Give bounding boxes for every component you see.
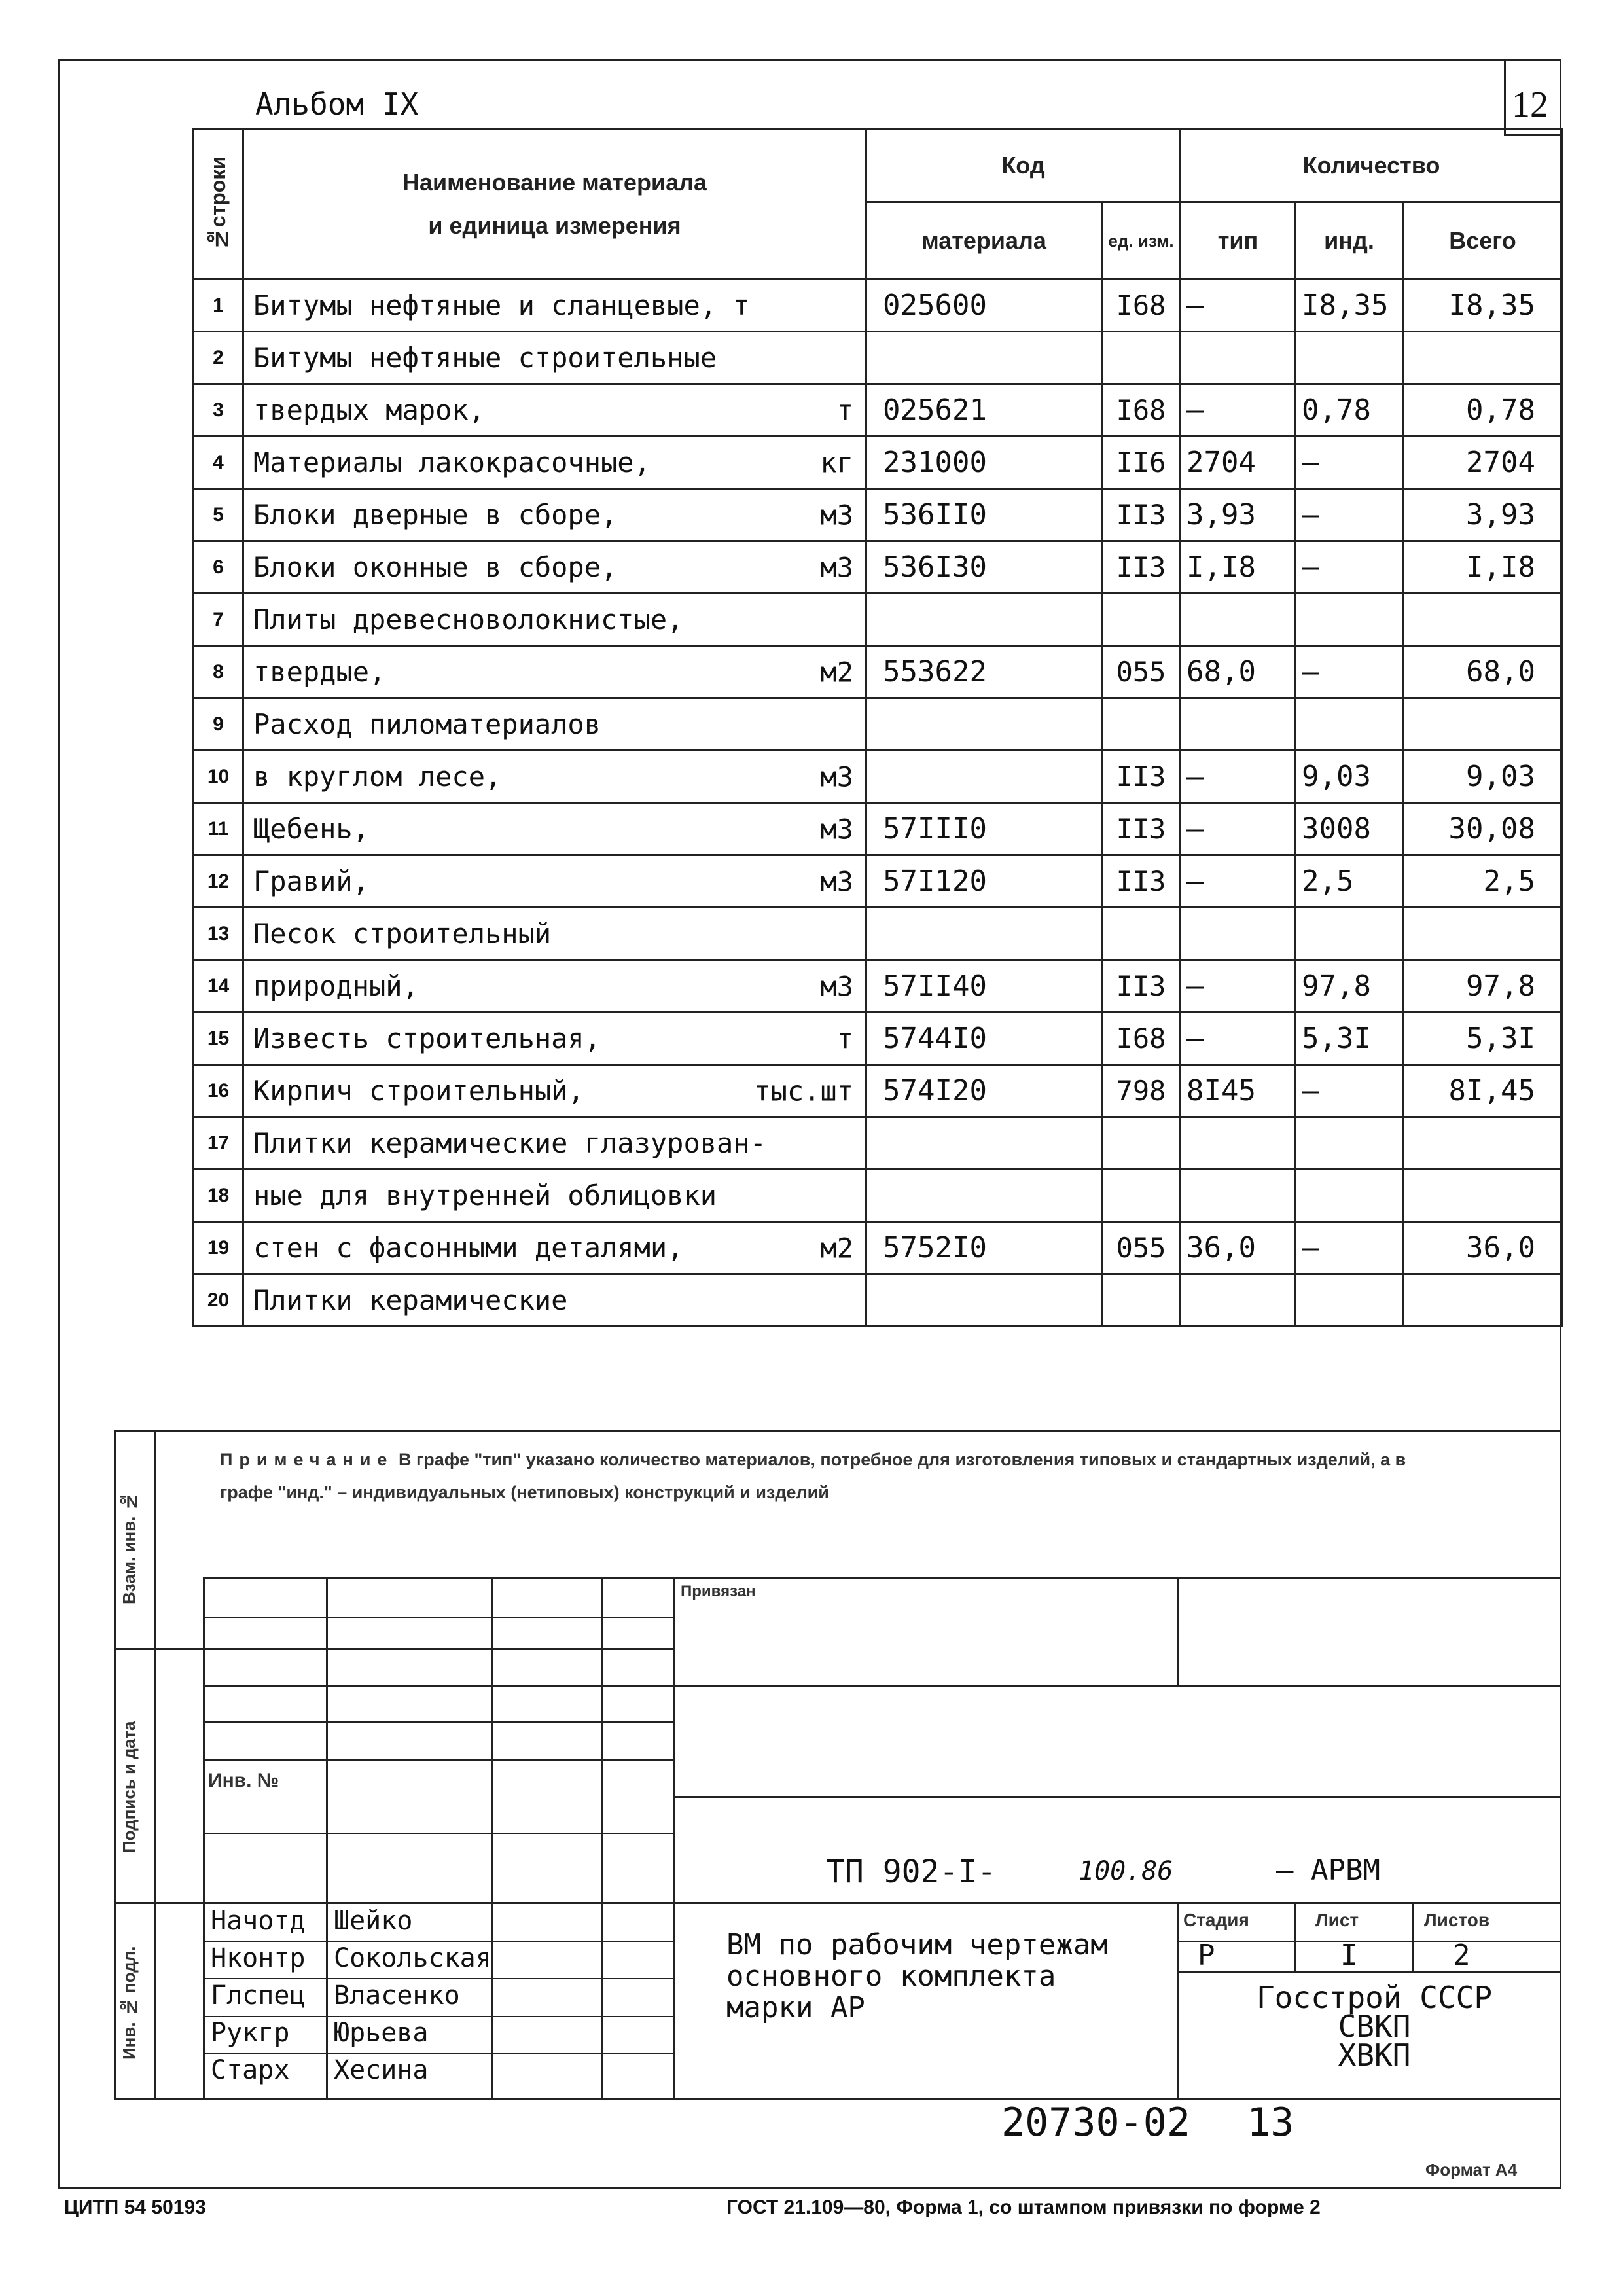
qty-ind	[1296, 594, 1403, 646]
material-name	[243, 1274, 866, 1327]
material-unit: м2	[820, 1232, 853, 1264]
qty-ind: —	[1296, 437, 1403, 489]
qty-ind: I8,35	[1296, 279, 1403, 332]
material-code	[866, 1117, 1102, 1170]
qty-ind	[1296, 698, 1403, 751]
row-number: 14	[194, 960, 243, 1013]
material-code: 57II40	[866, 960, 1102, 1013]
stamp-line	[1177, 1971, 1561, 1973]
qty-typ	[1181, 1170, 1296, 1222]
side-column-line-2	[154, 1430, 156, 2100]
archive-number	[1001, 2100, 1294, 2145]
table-row	[194, 803, 1563, 855]
album-title: Альбом IX	[255, 86, 419, 122]
material-name-text: стен с фасонными деталями,	[253, 1232, 684, 1264]
stamp-top-line	[114, 1430, 1561, 1432]
stamp-line	[114, 1902, 1561, 1904]
qty-ind: 3008	[1296, 803, 1403, 855]
unit-code: I68	[1102, 384, 1181, 437]
material-name-text: природный,	[253, 970, 419, 1002]
qty-typ: 68,0	[1181, 646, 1296, 698]
qty-total: 8I,45	[1403, 1065, 1563, 1117]
qty-typ: 2704	[1181, 437, 1296, 489]
stamp-line	[203, 1577, 205, 2100]
qty-typ: —	[1181, 855, 1296, 908]
table-row	[194, 594, 1563, 646]
unit-code	[1102, 594, 1181, 646]
material-name	[243, 1170, 866, 1222]
material-name	[243, 1222, 866, 1274]
qty-ind	[1296, 1117, 1403, 1170]
unit-code	[1102, 332, 1181, 384]
qty-total	[1403, 332, 1563, 384]
material-name	[243, 751, 866, 803]
sheets-value: 2	[1453, 1939, 1471, 1972]
qty-typ: —	[1181, 751, 1296, 803]
doc-code-right: – АРВМ	[1276, 1854, 1380, 1887]
stamp-line	[203, 1577, 1561, 1579]
table-row	[194, 1117, 1563, 1170]
qty-total: 3,93	[1403, 489, 1563, 541]
row-number: 15	[194, 1013, 243, 1065]
stamp-line	[601, 1577, 603, 2100]
side-label-inv-podl: Инв. № подл.	[119, 1946, 139, 2060]
material-name	[243, 908, 866, 960]
unit-code	[1102, 1274, 1181, 1327]
qty-typ: —	[1181, 384, 1296, 437]
material-name-text: в круглом лесе,	[253, 761, 502, 793]
stamp-line	[114, 1648, 674, 1650]
signature-role: Начотд	[211, 1906, 306, 1936]
table-row	[194, 541, 1563, 594]
row-number: 13	[194, 908, 243, 960]
material-name	[243, 437, 866, 489]
table-row	[194, 489, 1563, 541]
qty-typ	[1181, 908, 1296, 960]
material-code: 025600	[866, 279, 1102, 332]
signature-name: Сокольская	[334, 1943, 491, 1973]
signature-role: Рукгр	[211, 2018, 290, 2048]
header-name: Наименование материала и единица измерения	[243, 129, 866, 279]
unit-code: 798	[1102, 1065, 1181, 1117]
material-name-text: Расход пиломатериалов	[253, 708, 601, 740]
table-row	[194, 855, 1563, 908]
doc-code-mid: 100.86	[1079, 1856, 1173, 1886]
material-unit: м3	[820, 499, 853, 531]
row-number: 7	[194, 594, 243, 646]
qty-typ	[1181, 594, 1296, 646]
qty-ind: 2,5	[1296, 855, 1403, 908]
qty-ind	[1296, 1274, 1403, 1327]
material-code: 553622	[866, 646, 1102, 698]
stamp-line	[674, 1796, 1561, 1798]
qty-typ: I,I8	[1181, 541, 1296, 594]
material-code: 025621	[866, 384, 1102, 437]
stamp-line	[326, 1577, 328, 2100]
materials-table	[192, 128, 1563, 1327]
note	[220, 1443, 1463, 1509]
qty-typ	[1181, 332, 1296, 384]
qty-typ: —	[1181, 960, 1296, 1013]
material-unit: м3	[820, 970, 853, 1002]
header-code-material: материала	[866, 202, 1102, 279]
qty-ind: 0,78	[1296, 384, 1403, 437]
unit-code	[1102, 698, 1181, 751]
material-name	[243, 803, 866, 855]
table-row	[194, 279, 1563, 332]
stamp-line	[1177, 1941, 1179, 2098]
inv-no-label: Инв. №	[208, 1770, 279, 1791]
material-code	[866, 1170, 1102, 1222]
sheet-value: I	[1340, 1939, 1358, 1972]
stamp-line	[203, 1833, 674, 1834]
table-row	[194, 1065, 1563, 1117]
format-label: Формат А4	[1425, 2160, 1518, 2179]
row-number: 3	[194, 384, 243, 437]
row-number: 12	[194, 855, 243, 908]
unit-code: 055	[1102, 1222, 1181, 1274]
table-row	[194, 384, 1563, 437]
material-name	[243, 646, 866, 698]
stamp-line	[203, 1685, 1561, 1687]
qty-total: 2704	[1403, 437, 1563, 489]
qty-total	[1403, 1274, 1563, 1327]
table-row	[194, 1170, 1563, 1222]
stamp-line	[203, 1941, 674, 1942]
table-row	[194, 646, 1563, 698]
material-name-text: твердых марок,	[253, 394, 486, 426]
unit-code: II3	[1102, 751, 1181, 803]
qty-ind: 97,8	[1296, 960, 1403, 1013]
material-name-text: Гравий,	[253, 865, 370, 897]
material-unit: м3	[820, 761, 853, 793]
qty-ind: 5,3I	[1296, 1013, 1403, 1065]
stamp-line	[203, 1759, 674, 1761]
table-row	[194, 1013, 1563, 1065]
qty-ind: 9,03	[1296, 751, 1403, 803]
material-code	[866, 332, 1102, 384]
note-text: В графе "тип" указано количество материалов, потребное для изготовления типовых и стандартных изделий, а в графе "инд." – индивидуальных (нетиповых) конструкций и изделий	[220, 1450, 1406, 1502]
table-row	[194, 1274, 1563, 1327]
material-name	[243, 279, 866, 332]
qty-ind: —	[1296, 646, 1403, 698]
sheets-label: Листов	[1424, 1910, 1490, 1930]
footer-right: ГОСТ 21.109—80, Форма 1, со штампом привязки по форме 2	[726, 2197, 1321, 2218]
stage-label: Стадия	[1183, 1910, 1249, 1930]
material-unit: т	[836, 394, 853, 426]
material-code: 231000	[866, 437, 1102, 489]
stamp-line	[203, 2016, 674, 2017]
unit-code: II3	[1102, 541, 1181, 594]
qty-total	[1403, 594, 1563, 646]
stamp-line	[673, 1577, 675, 2100]
material-code: 57III0	[866, 803, 1102, 855]
qty-typ: —	[1181, 1013, 1296, 1065]
signature-name: Юрьева	[334, 2018, 429, 2048]
material-name-text: Плитки керамические глазурован-	[253, 1127, 766, 1159]
material-name-text: Блоки дверные в сборе,	[253, 499, 618, 531]
note-lead: Примечание	[220, 1450, 394, 1469]
side-label-podpis: Подпись и дата	[119, 1721, 139, 1853]
stamp-line	[1177, 1577, 1179, 1687]
header-unit-code: ед. изм.	[1102, 202, 1181, 279]
header-row-no: №строки	[194, 129, 243, 279]
side-label-vzam: Взам. инв. №	[119, 1492, 139, 1604]
material-name	[243, 960, 866, 1013]
qty-total: 36,0	[1403, 1222, 1563, 1274]
doc-code-left: ТП 902-I-	[826, 1854, 997, 1890]
material-name-text: Материалы лакокрасочные,	[253, 446, 651, 478]
unit-code: 055	[1102, 646, 1181, 698]
material-name-text: ные для внутренней облицовки	[253, 1179, 717, 1211]
header-typ: тип	[1181, 202, 1296, 279]
material-code	[866, 1274, 1102, 1327]
material-name-text: Кирпич строительный,	[253, 1075, 584, 1107]
unit-code: II3	[1102, 803, 1181, 855]
signature-role: Глспец	[211, 1981, 306, 2011]
qty-total: 68,0	[1403, 646, 1563, 698]
qty-total	[1403, 1117, 1563, 1170]
stamp-line	[203, 2053, 674, 2054]
material-code: 5752I0	[866, 1222, 1102, 1274]
qty-typ	[1181, 698, 1296, 751]
material-name	[243, 1065, 866, 1117]
table-row	[194, 332, 1563, 384]
qty-ind	[1296, 332, 1403, 384]
stamp-line	[491, 1577, 493, 2100]
archive-no: 20730-02	[1001, 2100, 1190, 2145]
organization: Госстрой СССР СВКП ХВКП	[1256, 1980, 1493, 2073]
material-code	[866, 751, 1102, 803]
material-name	[243, 855, 866, 908]
qty-total: I,I8	[1403, 541, 1563, 594]
signature-name: Власенко	[334, 1981, 460, 2011]
material-unit: т	[836, 1022, 853, 1054]
material-unit: кг	[820, 446, 853, 478]
unit-code: II3	[1102, 489, 1181, 541]
material-name-text: твердые,	[253, 656, 386, 688]
stamp-line	[203, 1721, 674, 1723]
row-number: 17	[194, 1117, 243, 1170]
qty-total: I8,35	[1403, 279, 1563, 332]
qty-typ: —	[1181, 803, 1296, 855]
material-code: 536I30	[866, 541, 1102, 594]
material-unit: м3	[820, 865, 853, 897]
qty-total: 97,8	[1403, 960, 1563, 1013]
privyazan-label: Привязан	[681, 1583, 756, 1600]
row-number: 2	[194, 332, 243, 384]
material-name	[243, 489, 866, 541]
signature-role: Старх	[211, 2055, 290, 2085]
material-name-text: Плиты древесноволокнистые,	[253, 603, 684, 636]
material-unit: м3	[820, 813, 853, 845]
unit-code	[1102, 908, 1181, 960]
qty-total: 0,78	[1403, 384, 1563, 437]
qty-typ: 8I45	[1181, 1065, 1296, 1117]
drawing-title: ВМ по рабочим чертежам основного комплекта марки АР	[726, 1928, 1108, 2024]
header-ind: инд.	[1296, 202, 1403, 279]
qty-typ: 36,0	[1181, 1222, 1296, 1274]
footer-left: ЦИТП 54 50193	[64, 2197, 206, 2218]
qty-typ	[1181, 1117, 1296, 1170]
material-code: 57I120	[866, 855, 1102, 908]
table-row	[194, 960, 1563, 1013]
material-name-text: Блоки оконные в сборе,	[253, 551, 618, 583]
row-number: 19	[194, 1222, 243, 1274]
row-number: 4	[194, 437, 243, 489]
material-name-text: Плитки керамические	[253, 1284, 568, 1316]
qty-total: 9,03	[1403, 751, 1563, 803]
material-name-text: Битумы нефтяные и сланцевые, т	[253, 289, 750, 321]
material-name-text: Песок строительный	[253, 918, 552, 950]
stamp-line	[1177, 1941, 1561, 1942]
material-code	[866, 908, 1102, 960]
qty-ind: —	[1296, 1222, 1403, 1274]
qty-typ: —	[1181, 279, 1296, 332]
qty-ind: —	[1296, 489, 1403, 541]
material-code: 5744I0	[866, 1013, 1102, 1065]
table-row	[194, 437, 1563, 489]
material-unit: м2	[820, 656, 853, 688]
stamp-line	[1294, 1902, 1296, 1973]
stamp-line	[203, 1978, 674, 1979]
material-code	[866, 698, 1102, 751]
unit-code	[1102, 1117, 1181, 1170]
material-unit: м3	[820, 551, 853, 583]
row-number: 6	[194, 541, 243, 594]
stamp-bottom-line	[114, 2098, 1561, 2100]
unit-code: II6	[1102, 437, 1181, 489]
signature-name: Хесина	[334, 2055, 429, 2085]
table-row	[194, 698, 1563, 751]
row-number: 16	[194, 1065, 243, 1117]
material-name	[243, 332, 866, 384]
side-column-line	[114, 1430, 116, 2100]
signature-name: Шейко	[334, 1906, 413, 1936]
unit-code: II3	[1102, 855, 1181, 908]
table-row	[194, 751, 1563, 803]
qty-typ: 3,93	[1181, 489, 1296, 541]
qty-total: 30,08	[1403, 803, 1563, 855]
sheet-label: Лист	[1315, 1910, 1359, 1930]
material-unit: тыс.шт	[754, 1075, 853, 1107]
qty-ind: —	[1296, 1065, 1403, 1117]
row-number: 8	[194, 646, 243, 698]
material-name	[243, 384, 866, 437]
material-name	[243, 1013, 866, 1065]
row-number: 1	[194, 279, 243, 332]
header-quantity: Количество	[1181, 129, 1563, 202]
material-name	[243, 698, 866, 751]
row-number: 5	[194, 489, 243, 541]
material-code: 536II0	[866, 489, 1102, 541]
row-number: 18	[194, 1170, 243, 1222]
qty-total: 5,3I	[1403, 1013, 1563, 1065]
material-name-text: Битумы нефтяные строительные	[253, 342, 717, 374]
row-number: 9	[194, 698, 243, 751]
unit-code: I68	[1102, 1013, 1181, 1065]
material-code	[866, 594, 1102, 646]
page-number: 12	[1512, 84, 1548, 125]
stamp-line	[203, 1617, 674, 1618]
table-row	[194, 908, 1563, 960]
material-name-text: Известь строительная,	[253, 1022, 601, 1054]
signature-role: Нконтр	[211, 1943, 306, 1973]
unit-code	[1102, 1170, 1181, 1222]
qty-total	[1403, 1170, 1563, 1222]
material-name	[243, 541, 866, 594]
material-name	[243, 1117, 866, 1170]
header-total: Всего	[1403, 202, 1563, 279]
qty-ind	[1296, 1170, 1403, 1222]
qty-total: 2,5	[1403, 855, 1563, 908]
qty-ind	[1296, 908, 1403, 960]
table-row	[194, 1222, 1563, 1274]
material-code: 574I20	[866, 1065, 1102, 1117]
row-number: 10	[194, 751, 243, 803]
row-number: 11	[194, 803, 243, 855]
unit-code: I68	[1102, 279, 1181, 332]
material-name	[243, 594, 866, 646]
qty-total	[1403, 908, 1563, 960]
qty-total	[1403, 698, 1563, 751]
qty-ind: —	[1296, 541, 1403, 594]
stamp-line	[1177, 1902, 1179, 1941]
material-name-text: Щебень,	[253, 813, 370, 845]
archive-page: 13	[1247, 2100, 1294, 2145]
stamp-line	[1412, 1902, 1414, 1973]
header-code: Код	[866, 129, 1181, 202]
qty-typ	[1181, 1274, 1296, 1327]
row-number: 20	[194, 1274, 243, 1327]
unit-code: II3	[1102, 960, 1181, 1013]
stage-value: Р	[1198, 1939, 1215, 1972]
